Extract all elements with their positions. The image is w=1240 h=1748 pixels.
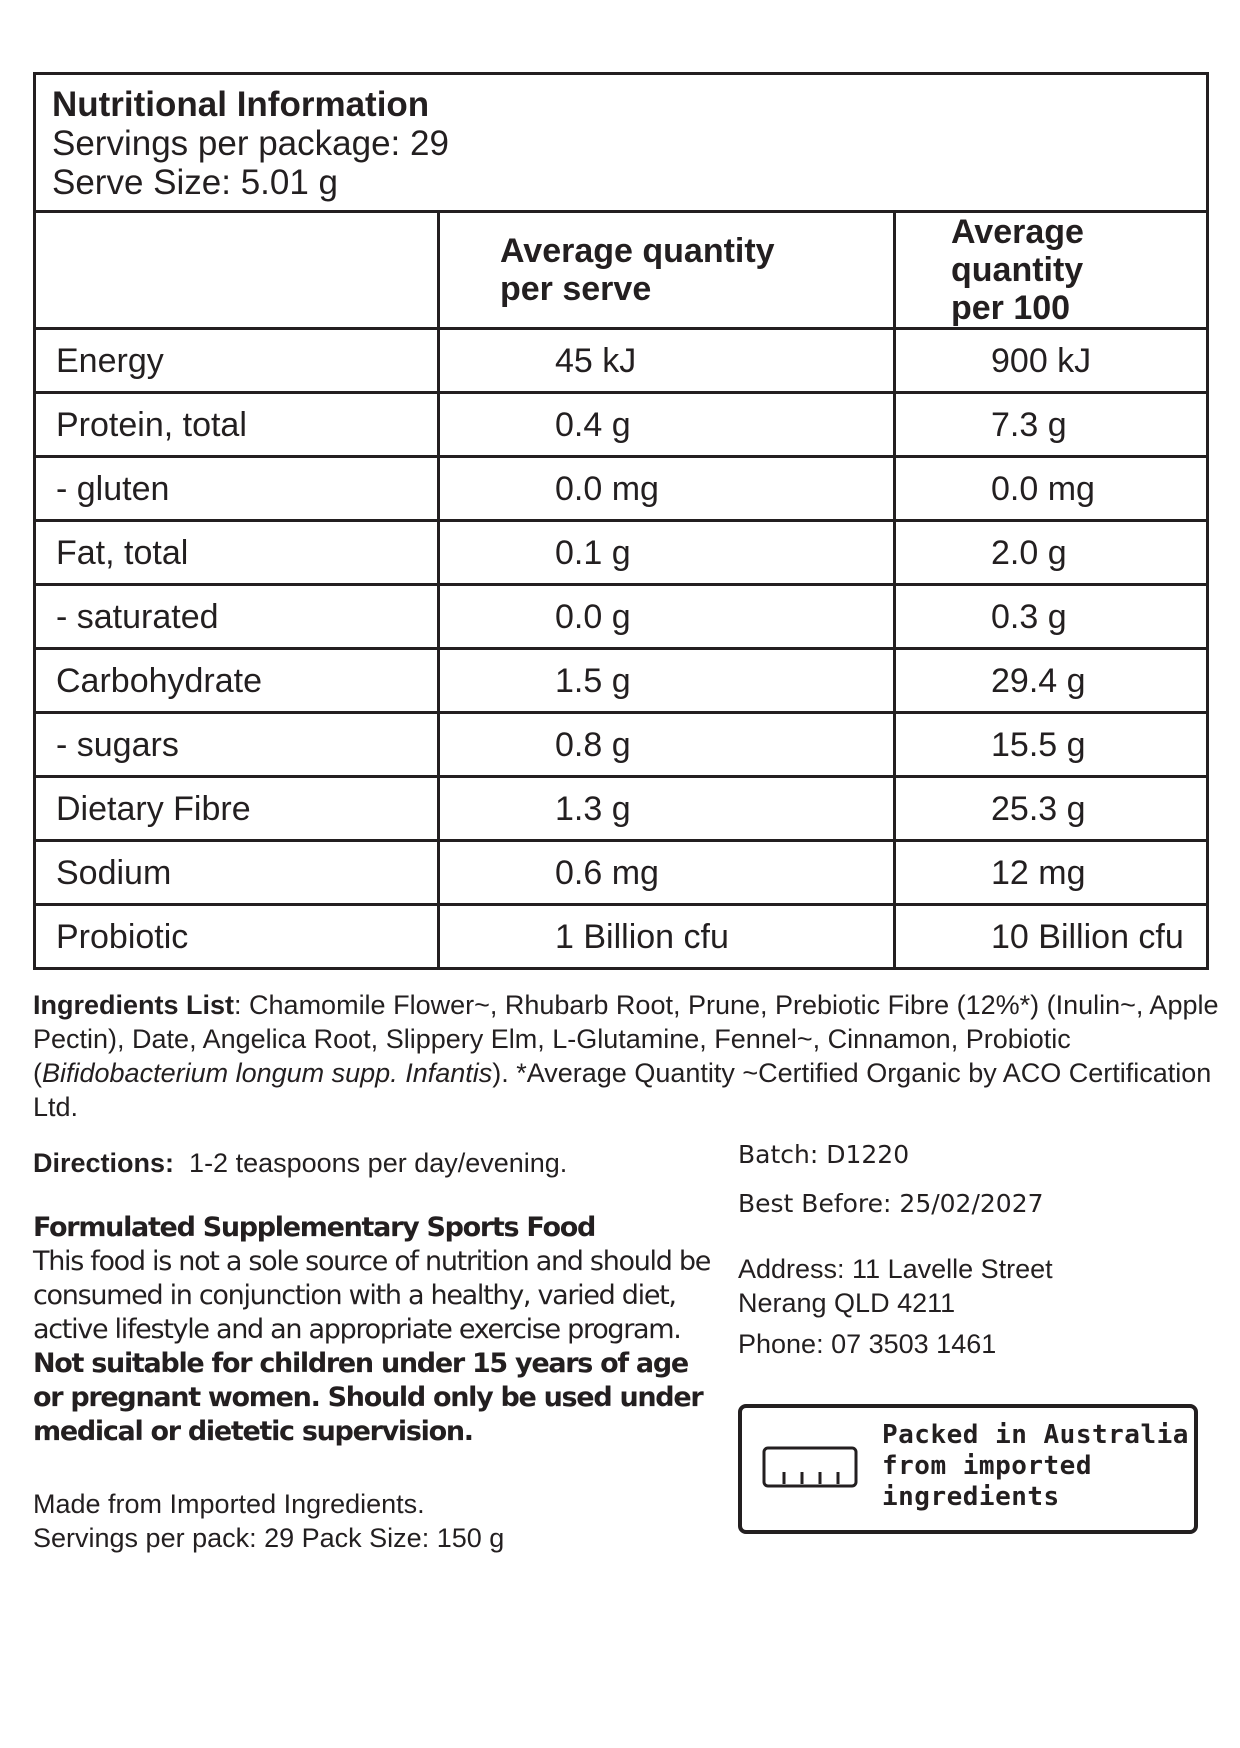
per-serve-value: 0.8 g bbox=[439, 713, 895, 777]
per-serve-value: 1.5 g bbox=[439, 649, 895, 713]
per-100-value: 29.4 g bbox=[895, 649, 1207, 713]
directions bbox=[33, 1146, 713, 1180]
nutrient-name: - saturated bbox=[36, 585, 439, 649]
per-100-value: 7.3 g bbox=[895, 393, 1207, 457]
table-row bbox=[36, 841, 1206, 905]
header-nutrient bbox=[36, 213, 439, 329]
header-per-100 bbox=[895, 213, 1207, 329]
per-serve-value: 0.4 g bbox=[439, 393, 895, 457]
made-from-imported: Made from Imported Ingredients. bbox=[33, 1489, 425, 1519]
origin-info bbox=[33, 1487, 713, 1555]
ingredients-text: : Chamomile Flower~, Rhubarb Root, Prune, Prebiotic Fibre (12%*) (Inulin~, Apple Pectin), Date, Angelica Root, Slippery Elm, L-Glutamine, Fennel~, Cinnamon, Probiotic ( bbox=[33, 990, 1219, 1088]
table-row bbox=[36, 585, 1206, 649]
packed-logo-text bbox=[882, 1420, 1189, 1513]
table-row bbox=[36, 329, 1206, 393]
serve-size: Serve Size: 5.01 g bbox=[52, 163, 338, 202]
table-row bbox=[36, 713, 1206, 777]
sports-food-text: This food is not a sole source of nutrition and should be consumed in conjunction with a healthy, varied diet, active lifestyle and an appropriate exercise program. bbox=[33, 1246, 711, 1345]
per-100-value: 0.3 g bbox=[895, 585, 1207, 649]
packed-logo-line2: from imported bbox=[882, 1451, 1092, 1481]
per-serve-value: 0.0 g bbox=[439, 585, 895, 649]
nutrition-panel-header bbox=[36, 75, 1206, 213]
header-per-100-line2: per 100 bbox=[951, 289, 1071, 327]
address-line2: Nerang QLD 4211 bbox=[738, 1288, 956, 1318]
directions-label: Directions: bbox=[33, 1148, 175, 1178]
per-100-value: 900 kJ bbox=[895, 329, 1207, 393]
right-column bbox=[738, 1140, 1218, 1534]
table-row bbox=[36, 777, 1206, 841]
table-row bbox=[36, 393, 1206, 457]
batch-number: Batch: D1220 bbox=[738, 1140, 910, 1169]
address-line1: Address: 11 Lavelle Street bbox=[738, 1254, 1053, 1284]
table-row bbox=[36, 457, 1206, 521]
nutrient-name: Protein, total bbox=[36, 393, 439, 457]
per-100-value: 10 Billion cfu bbox=[895, 905, 1207, 968]
per-100-value: 12 mg bbox=[895, 841, 1207, 905]
sports-food-heading: Formulated Supplementary Sports Food bbox=[33, 1212, 595, 1243]
per-100-value: 2.0 g bbox=[895, 521, 1207, 585]
nutrient-name: Carbohydrate bbox=[36, 649, 439, 713]
best-before: Best Before: 25/02/2027 bbox=[738, 1189, 1044, 1218]
packed-logo-line3: ingredients bbox=[882, 1482, 1060, 1512]
per-100-value: 0.0 mg bbox=[895, 457, 1207, 521]
per-serve-value: 0.0 mg bbox=[439, 457, 895, 521]
per-serve-value: 0.6 mg bbox=[439, 841, 895, 905]
nutrient-name: Fat, total bbox=[36, 521, 439, 585]
product-label bbox=[33, 72, 1219, 1666]
packed-in-australia-logo bbox=[738, 1404, 1198, 1534]
pack-info: Servings per pack: 29 Pack Size: 150 g bbox=[33, 1523, 505, 1553]
address-block bbox=[738, 1252, 1218, 1361]
header-per-100-line1: Average quantity bbox=[951, 213, 1084, 289]
sports-food-statement bbox=[33, 1211, 713, 1449]
per-100-value: 25.3 g bbox=[895, 777, 1207, 841]
header-per-serve-line1: Average quantity bbox=[500, 232, 775, 270]
per-serve-value: 45 kJ bbox=[439, 329, 895, 393]
table-row bbox=[36, 521, 1206, 585]
probiotic-species: Bifidobacterium longum supp. Infantis bbox=[42, 1058, 493, 1088]
ingredients-footnote: ). *Average Quantity ~Certified Organic by ACO Certification Ltd. bbox=[33, 1058, 1212, 1122]
table-row bbox=[36, 905, 1206, 968]
phone-number: Phone: 07 3503 1461 bbox=[738, 1329, 997, 1359]
servings-per-package: Servings per package: 29 bbox=[52, 124, 449, 163]
per-serve-value: 1 Billion cfu bbox=[439, 905, 895, 968]
nutrition-panel bbox=[33, 72, 1209, 970]
nutrition-table bbox=[36, 213, 1206, 967]
per-serve-value: 1.3 g bbox=[439, 777, 895, 841]
packed-logo-line1: Packed in Australia bbox=[882, 1420, 1189, 1450]
nutrient-name: - gluten bbox=[36, 457, 439, 521]
nutrition-table-header-row bbox=[36, 213, 1206, 329]
nutrient-name: Sodium bbox=[36, 841, 439, 905]
ingredients-list bbox=[33, 988, 1223, 1124]
header-per-serve-line2: per serve bbox=[500, 270, 652, 308]
label-lower-section bbox=[33, 1140, 1209, 1666]
ruler-bar-chart-icon bbox=[762, 1446, 858, 1488]
ingredients-label: Ingredients List bbox=[33, 990, 235, 1020]
table-row bbox=[36, 649, 1206, 713]
per-100-value: 15.5 g bbox=[895, 713, 1207, 777]
directions-text: 1-2 teaspoons per day/evening. bbox=[189, 1148, 568, 1178]
per-serve-value: 0.1 g bbox=[439, 521, 895, 585]
nutrition-title: Nutritional Information bbox=[52, 85, 430, 124]
sports-food-warning: Not suitable for children under 15 years of age or pregnant women. Should only be used under medical or dietetic supervision. bbox=[33, 1348, 703, 1447]
left-column bbox=[33, 1146, 713, 1555]
nutrient-name: Energy bbox=[36, 329, 439, 393]
nutrient-name: Probiotic bbox=[36, 905, 439, 968]
nutrient-name: Dietary Fibre bbox=[36, 777, 439, 841]
nutrient-name: - sugars bbox=[36, 713, 439, 777]
header-per-serve bbox=[439, 213, 895, 329]
